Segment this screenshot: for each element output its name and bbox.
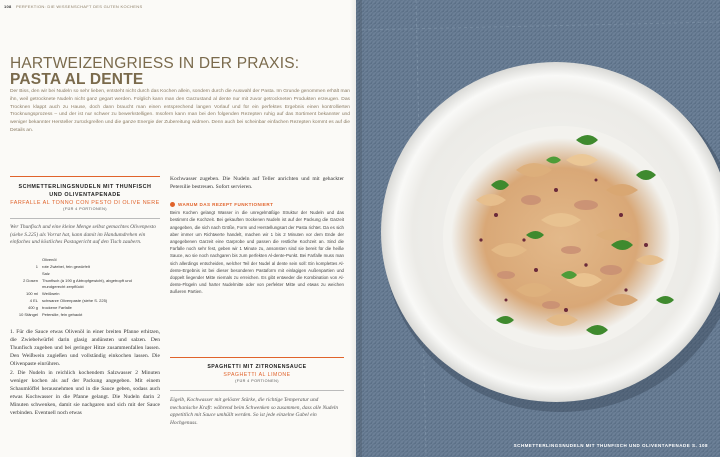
ingredient-row <box>10 278 160 285</box>
ingredient-name: Weißwein <box>42 291 60 297</box>
ingredient-list <box>10 257 160 319</box>
ingredient-name: schwarze Olivenpaste (siehe S. 225) <box>42 298 108 304</box>
ingredient-name: Petersilie, fein gehackt <box>42 312 83 318</box>
running-title: PERFEKTION: DIE WISSENSCHAFT DES GUTEN KOCHENS <box>16 4 143 9</box>
ingredient-amount <box>10 257 42 264</box>
recipe-step-2: 2. Die Nudeln in reichlich kochendem Salzwasser 2 Minuten weniger kochen als auf der Packung angegeben. Mit einem Schaumlöffel herausnehmen und in die Sauce geben, sodass auch etwas Kochwasser in die Pfanne gelangt. Die Nudeln darin 2 Minuten schwenken, damit sie nachgaren und sich mit der Sauce verbinden. Eventuell noch etwas <box>10 370 160 416</box>
recipe-title-line2: UND OLIVENTAPENADE <box>49 192 121 198</box>
why-heading <box>170 201 344 209</box>
recipe-steps <box>10 329 160 418</box>
recipe-step-1: 1. Für die Sauce etwas Olivenöl in einer breiten Pfanne erhitzen, die Zwiebelwürfel darin glasig andünsten und salzen. Den Thunfisch zugeben und bei geringer Hitze zusammenfallen lassen. Den Weißwein zugießen und vollständig einkochen lassen. Die Olivenpaste einrühren. <box>10 328 160 367</box>
thin-rule <box>170 390 344 391</box>
recipe-yield: (FÜR 4 PORTIONEN) <box>63 207 107 211</box>
page-title-line2: PASTA AL DENTE <box>10 71 144 88</box>
ingredient-row <box>10 312 160 319</box>
recipe-2 <box>170 357 344 427</box>
recipe-title <box>10 183 160 199</box>
ingredient-name: trockene Farfalle <box>42 305 72 311</box>
ingredient-row <box>10 257 160 264</box>
orange-rule <box>170 357 344 358</box>
right-page-photo <box>356 0 720 457</box>
ingredient-amount: 1 <box>35 263 38 269</box>
why-heading-label: WARUM DAS REZEPT FUNKTIONIERT <box>178 202 274 208</box>
ingredient-name: Salz <box>42 270 50 276</box>
running-head <box>4 4 142 9</box>
page-title <box>10 56 350 88</box>
intro-paragraph: Der Biss, den wir bei Nudeln so sehr lieben, entsteht nicht durch das Kochen allein, sondern durch die Auswahl der Pasta. Im Grunde genommen erhält man ihn, weil getrocknete Nudeln nicht ganz gegart werden. Folglich kann man den Garzustand al dente nur mit zuvor getrockneten Produkten erzeugen. Das Trocknen klappt auch zu Hause, doch dann braucht man einen entsprechend langen Vorlauf und für ein perfektes Ergebnis einen kontrollierten Trocknungsprozess – und der ist nur schwer zu bewerkstelligen. Insofern kann man bei den folgenden Rezepten ruhig auf das Sortiment bekannter und weniger bekannter Hersteller zurückgreifen und die ganze Energie der Zubereitung widmen. Denn auch bei scheinbar einfachen Rezepten kommt es auf die Details an. <box>10 89 350 133</box>
pasta-photo <box>356 0 720 457</box>
recipe-subtitle: FARFALLE AL TONNO CON PESTO DI OLIVE NERE <box>10 200 160 206</box>
ingredient-amount: 10 Stängel <box>18 312 38 318</box>
ingredient-name: rote Zwiebel, fein gewürfelt <box>42 263 90 269</box>
recipe-column-right <box>170 176 344 296</box>
ingredient-row <box>10 271 160 278</box>
ingredient-name: Thunfisch (à 190 g Abtropfgewicht), abgetropft und <box>42 277 132 283</box>
ingredient-amount: 2 Dosen <box>23 277 38 283</box>
recipe-step-continued: Kochwasser zugeben. Die Nudeln auf Teller anrichten und mit gehackter Petersilie bestreuen. Sofort servieren. <box>170 176 344 190</box>
pasta <box>451 138 671 338</box>
photo-caption: SCHMETTERLINGSNUDELN MIT THUNFISCH UND OLIVENTAPENADE S. 108 <box>513 443 708 448</box>
ingredient-name: mundgerecht zerpflückt <box>42 284 84 290</box>
ingredient-amount: 4 EL <box>29 298 38 304</box>
ingredient-row <box>10 284 160 291</box>
recipe-lead: Wer Thunfisch und eine kleine Menge selbst gemachtes Olivenpesto (siehe S.225) als Vorrat hat, kann damit im Handumdrehen ein einfaches und köstliches Pastagericht auf den Tisch zaubern. <box>10 224 156 246</box>
ingredient-row <box>10 305 160 312</box>
ingredient-amount <box>10 284 42 291</box>
recipe2-yield: (FÜR 4 PORTIONEN) <box>235 379 279 383</box>
recipe2-title: SPAGHETTI MIT ZITRONENSAUCE <box>207 364 307 370</box>
left-page <box>0 0 356 457</box>
ingredient-row <box>10 291 160 298</box>
thin-rule <box>10 218 160 219</box>
recipe2-subtitle: SPAGHETTI AL LIMONE <box>223 372 291 378</box>
ingredient-amount: 100 ml <box>25 291 38 297</box>
chef-hat-icon <box>170 202 175 207</box>
ingredient-amount: 400 g <box>27 305 38 311</box>
page-number: 108 <box>4 4 12 9</box>
page-title-line1: HARTWEIZENGRIESS IN DER PRAXIS: <box>10 55 300 72</box>
ingredient-name: Olivenöl <box>42 256 57 262</box>
ingredient-row <box>10 298 160 305</box>
recipe-column-left <box>10 176 160 420</box>
recipe2-lead: Eigelb, Kochwasser mit gelöster Stärke, die richtige Temperatur und mechanische Kraft: während beim Schwenken so zusammen, dass alle Nudeln appetitlich mit Sauce umhüllt werden. So ist jede einzelne Gabel ein Hochgenuss. <box>170 397 339 426</box>
why-text: Beim Kochen gelangt Wasser in die unregelmäßige Struktur der Nudeln und das bestimmt die Kochzeit. Bei gekauften trockenen Nudeln ist auf der Packung die Garzeit angegeben, die sich nach Größe, Form und Herstellungsart der Pasta richtet. Da es sich aber immer um Richtwerte handelt, machen wir 1 bis 2 Minuten vor dem Ende der angegebenen Garzeit eine Garprobe und passen die restliche Kochzeit an. Sind die Farfalle noch sehr fest, geben wir 1 Minute zu, ansonsten sind sie bereit für die heiße Sauce, wo sie noch nachgaren bis zum perfekten Al-dente-Punkt. Bei Farfalle muss man sich allerdings entscheiden, welcher Teil der Nudel al dente sein soll: Ein komplettes Al-dente-Ergebnis ist bei dieser besonderen Pastaform mit einlagigen Außenpartien und doppelt liegender Mitte niemals zu erreichen. Es gibt entweder die Kombination von Al-dente-Flügeln und harter Nudelmitte oder von perfekter Mitte und etwas zu weichen äußeren Partien. <box>170 210 344 295</box>
ingredient-row <box>10 264 160 271</box>
ingredient-amount <box>10 271 42 278</box>
recipe-title-line1: SCHMETTERLINGSNUDELN MIT THUNFISCH <box>18 184 152 190</box>
orange-rule <box>10 176 160 177</box>
